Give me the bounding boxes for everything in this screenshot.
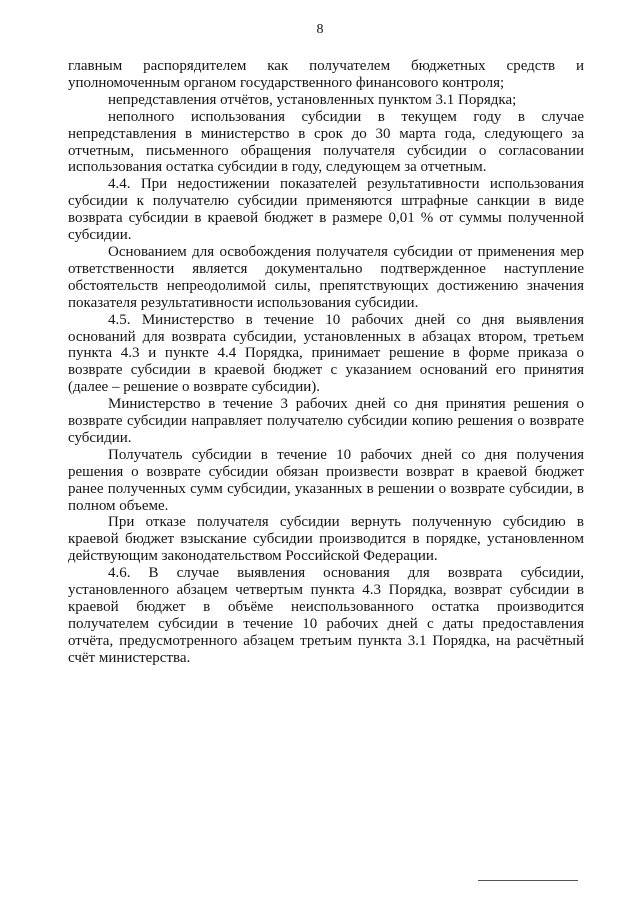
document-body (68, 58, 584, 667)
paragraph-4-6: 4.6. В случае выявления основания для возврата субсидии, установленного абзацем четвертым пункта 4.3 Порядка, возврат субсидии в краевой бюджет в объёме неиспользованного остатка производится получателем субсидии в течение 10 рабочих дней с даты предоставления отчёта, предусмотренного абзацем третьим пункта 3.1 Порядка, на расчётный счёт министерства. (68, 565, 584, 666)
paragraph-continuation: главным распорядителем как получателем бюджетных средств и уполномоченным органом государственного финансового контроля; (68, 58, 584, 91)
paragraph-reports-not-submitted: непредставления отчётов, установленных пунктом 3.1 Порядка; (108, 91, 517, 108)
footer-rule (478, 880, 578, 881)
paragraph-force-majeure: Основанием для освобождения получателя субсидии от применения мер ответственности является документально подтвержденное наступление обстоятельств непреодолимой силы, препятствующих достижению значения показателя результативности использования субсидии. (68, 243, 584, 311)
paragraph-4-5: 4.5. Министерство в течение 10 рабочих дней со дня выявления оснований для возврата субсидии, установленных в абзацах втором, третьем пункта 4.3 и пункте 4.4 Порядка, принимает решение в форме приказа о возврате субсидии в краевой бюджет с указанием оснований его принятия (далее – решение о возврате субсидии). (68, 311, 584, 396)
paragraph-partial-use: неполного использования субсидии в текущем году в случае непредставления в министерство в срок до 30 марта года, следующего за отчетным, письменного обращения получателя субсидии о согласовании использования остатка субсидии в году, следующем за отчетным. (68, 108, 584, 176)
paragraph-refund-obligation: Получатель субсидии в течение 10 рабочих дней со дня получения решения о возврате субсидии обязан произвести возврат в краевой бюджет ранее полученных сумм субсидии, указанных в решении о возврате субсидии, в полном объеме. (68, 446, 584, 514)
paragraph-4-4: 4.4. При недостижении показателей результативности использования субсидии к получателю субсидии применяются штрафные санкции в виде возврата субсидии в краевой бюджет в размере 0,01 % от суммы полученной субсидии. (68, 176, 584, 244)
paragraph-decision-copy: Министерство в течение 3 рабочих дней со дня принятия решения о возврате субсидии направляет получателю субсидии копию решения о возврате субсидии. (68, 396, 584, 446)
paragraph-refusal-recovery: При отказе получателя субсидии вернуть полученную субсидию в краевой бюджет взыскание субсидии производится в порядке, установленном действующим законодательством Российской Федерации. (68, 514, 584, 565)
page-number: 8 (316, 22, 324, 37)
